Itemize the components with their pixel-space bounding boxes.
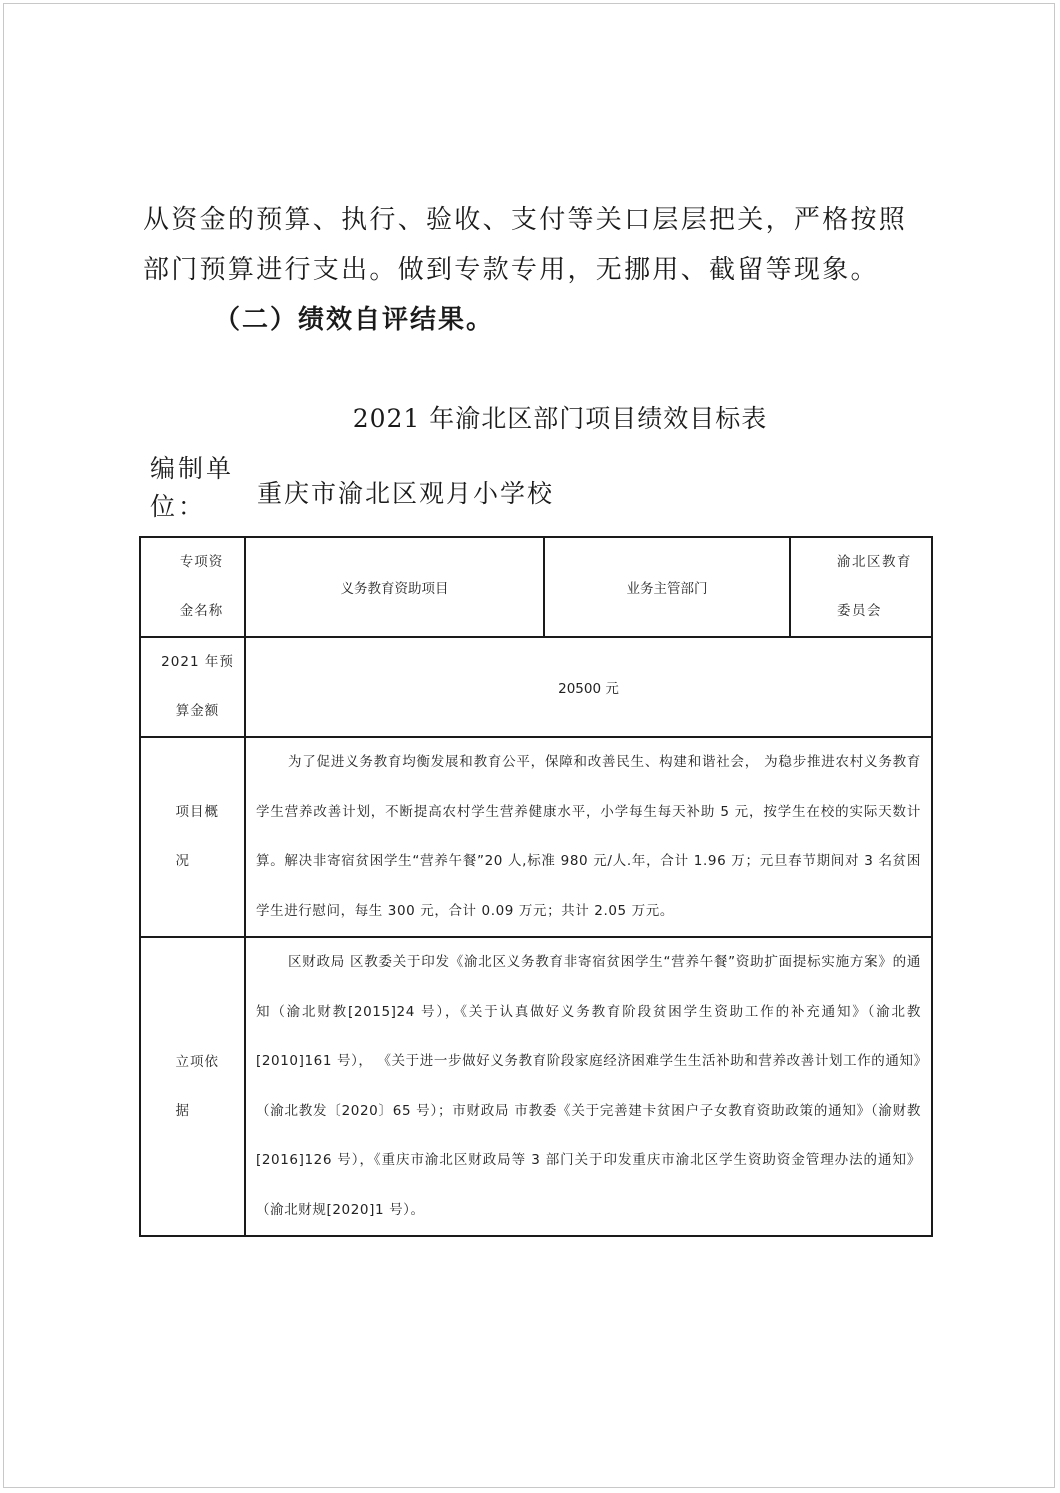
overview-text-cell xyxy=(245,737,932,937)
basis-text-cell xyxy=(245,937,932,1236)
dept-label: 业务主管部门 xyxy=(544,537,790,637)
table-row xyxy=(140,637,932,737)
overview-label-cell xyxy=(140,737,245,937)
dept-value: 渝北区教育委员会 xyxy=(837,554,912,619)
overview-text: 为了促进义务教育均衡发展和教育公平，保障和改善民生、构建和谐社会， 为稳步推进农村义务教育学生营养改善计划，不断提高农村学生营养健康水平，小学每生每天补助 5 元，按学生在校的实际天数计算。解决非寄宿贫困学生“营养午餐”20 人,标准 980 元/人.年，合计 1.96 万；元旦春节期间对 3 名贫困学生进行慰问，每生 300 元，合计 0.09 万元；共计 2.05 万元。 xyxy=(256,754,921,919)
section-heading: （二）绩效自评结果。 xyxy=(214,305,495,335)
intro-paragraph-line-2: 部门预算进行支出。做到专款专用，无挪用、截留等现象。 xyxy=(143,255,879,285)
budget-value: 20500 元 xyxy=(245,637,932,737)
intro-paragraph-line-1: 从资金的预算、执行、验收、支付等关口层层把关，严格按照 xyxy=(143,205,908,235)
budget-label: 2021 年预算金额 xyxy=(161,654,234,719)
basis-text: 区财政局 区教委关于印发《渝北区义务教育非寄宿贫困学生“营养午餐”资助扩面提标实施方案》的通知（渝北财教[2015]24 号），《关于认真做好义务教育阶段贫困学生资助工作的补充通知》（渝北教[2010]161 号）， 《关于进一步做好义务教育阶段家庭经济困难学生生活补助和营养改善计划工作的通知》（渝北教发〔2020〕65 号）；市财政局 市教委《关于完善建卡贫困户子女教育资助政策的通知》（渝财教[2016]126 号），《重庆市渝北区财政局等 3 部门关于印发重庆市渝北区学生资助资金管理办法的通知》（渝北财规[2020]1 号）。 xyxy=(256,954,921,1218)
basis-label-cell xyxy=(140,937,245,1236)
basis-label: 立项依据 xyxy=(175,1053,219,1119)
fund-name-value: 义务教育资助项目 xyxy=(245,537,544,637)
performance-target-table xyxy=(139,536,933,1237)
table-row xyxy=(140,737,932,937)
dept-value-cell xyxy=(790,537,932,637)
fund-name-label: 专项资金名称 xyxy=(179,554,224,619)
budget-label-cell xyxy=(140,637,245,737)
unit-value: 重庆市渝北区观月小学校 xyxy=(257,479,555,508)
overview-label: 项目概况 xyxy=(175,804,219,869)
table-title: 2021 年渝北区部门项目绩效目标表 xyxy=(352,404,768,433)
unit-label: 编制单位： xyxy=(150,454,235,521)
table-row xyxy=(140,937,932,1236)
fund-name-label-cell xyxy=(140,537,245,637)
table-row xyxy=(140,537,932,637)
